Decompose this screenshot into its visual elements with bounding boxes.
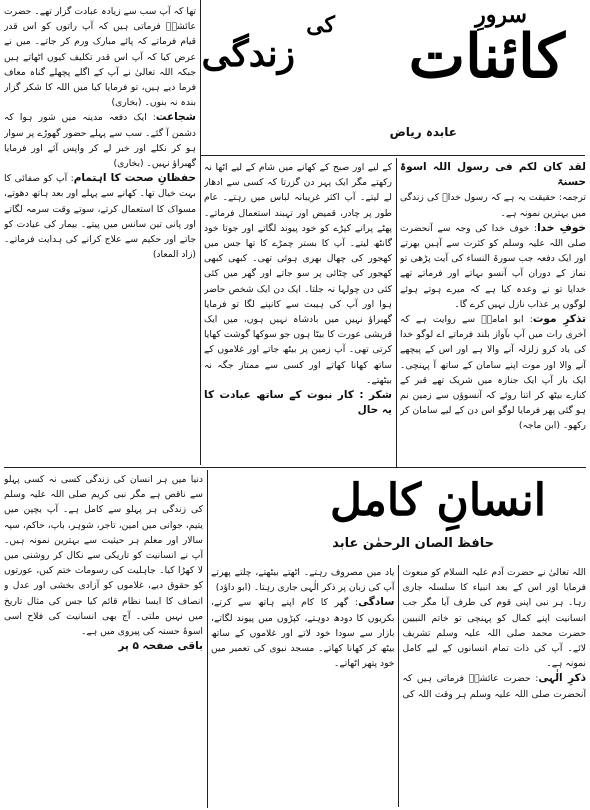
right-column — [400, 160, 586, 466]
middle-col-body: کے لیے اور صبح کے کھانے میں شام کے لیے اٹھا نہ رکھتے مگر ایک پہر دن گزرتا کہ کسی سے ادھار لے لیتے۔ آپ اکثر غریبانہ لباس میں رہتے۔ عام طور پر چادر، قمیض اور تہبند استعمال فرماتے۔ پھٹے پرانے کپڑے کو خود پیوند لگاتے اور جوتا خود گانٹھ لیتے۔ آپ کا بستر چمڑے کا تھا جس میں کھجور کی چھال بھری ہوئی تھی۔ کبھی کبھی کھجور کی چٹائی پر سو جاتے اور گھر میں کئی کئی دن چولہا نہ جلتا۔ ایک دن ایک شخص حاضر ہوا اور آپ کی ہیبت سے کانپنے لگا تو فرمایا گھبراؤ نہیں میں بادشاہ نہیں ہوں، میں ایک قریشی عورت کا بیٹا ہوں جو سوکھا گوشت کھایا کرتی تھی۔ آپ زمین پر بیٹھ جاتے اور غلاموں کے ساتھ کھانا کھاتے اور کسی سے ممتاز جگہ نہ بیٹھتے۔ — [204, 162, 392, 386]
bottom-left-footer: باقی صفحہ ۵ پر — [118, 640, 203, 653]
col-divider-1 — [396, 158, 397, 468]
bottom-author: حافظ الصان الرحمٰن عابد — [332, 536, 494, 551]
headline-word-ki: کی — [306, 12, 335, 38]
bottom-col-divider — [207, 470, 208, 808]
headline-word-kainaat: کائنات — [408, 22, 565, 92]
middle-col-footer: شکر : کار نبوت کے ساتھ عبادت کا یہ حال — [204, 389, 392, 417]
top-headline — [200, 0, 585, 150]
headline-word-sarwar: سرورِ — [475, 2, 527, 28]
section-body-shujaat: : ایک دفعہ مدینہ میں شور ہوا کہ دشمن آ گئے۔ سب سے پہلے حضور گھوڑے پر سوار ہو کر نکلے اور خبر لے کر واپس آئے اور فرمایا گھبراؤ نہیں۔ (بخاری) — [4, 112, 196, 170]
bottom-right-column — [211, 565, 586, 807]
left-col-intro: تھا کہ آپ سب سے زیادہ عبادت گزار تھے۔ حضرت عائشہؓ فرماتی ہیں کہ آپ راتوں کو اس قدر قیام فرماتے کہ پائے مبارک ورم کر جاتے۔ میں نے عرض کیا کہ آپ اس قدر تکلیف کیوں اٹھاتے ہیں جبکہ اللہ تعالیٰ نے آپ کے اگلے پچھلے گناہ معاف فرما دیے ہیں، تو فرمایا کیا میں اللہ کا شکر گزار بندہ نہ بنوں۔ (بخاری) — [4, 6, 196, 109]
section-body-maut: : ابو امامہؓ سے روایت ہے کہ آخری رات میں آپ بآواز بلند فرماتے اے لوگو خدا کی یاد کرو زلزلہ آنے والا ہے اور اس کے پیچھے آنے والا اور موت اپنے سامان کے ساتھ آ پہنچی۔ ایک بار آپ ایک جنازہ میں شریک تھے قبر کے کنارے بیٹھ کر اتنا روئے کہ آنسوؤں سے زمین نم ہو گئی پھر فرمایا لوگو اس دن کے لیے سامان کر رکھو۔ (ابن ماجہ) — [400, 314, 586, 432]
col-divider-2 — [200, 0, 201, 465]
section-title-zikr: ذکرِ الٰہی — [538, 672, 586, 685]
bottom-title: انسانِ کامل — [329, 475, 546, 526]
section-title-khauf: خوفِ خدا — [537, 221, 586, 234]
bottom-headline — [211, 472, 586, 562]
section-title-shujaat: شجاعت — [155, 111, 196, 124]
middle-column — [204, 160, 392, 466]
left-column — [4, 4, 196, 464]
section-title-sehat: حفظانِ صحت کا اہتمام — [73, 172, 196, 185]
section-title-maut: تذکرِ موت — [532, 313, 586, 326]
top-author: عابدہ ریاض — [389, 125, 457, 139]
bottom-left-column — [4, 472, 203, 807]
section-body-sadgi: : گھر کا کام اپنے ہاتھ سے کرتے، بکریوں کا دودھ دوہتے، کپڑوں میں پیوند لگاتے، بازار سے سودا خود لاتے اور غلاموں کے ساتھ بیٹھ کر کھانا کھاتے۔ مسجد نبوی کی تعمیر میں خود پتھر اٹھاتے۔ — [211, 597, 395, 670]
bottom-left-body: دنیا میں ہر انسان کی زندگی کسی نہ کسی پہلو سے ناقص ہے مگر نبی کریم صلی اللہ علیہ وسلم کی زندگی ہر پہلو سے کامل ہے۔ آپ بچپن میں یتیم، جوانی میں امین، تاجر، شوہر، باپ، حاکم، سپہ سالار اور معلم ہر حیثیت سے بہترین نمونہ ہیں۔ آپ نے انسانیت کو تاریکی سے نکال کر روشنی میں لا کھڑا کیا۔ جاہلیت کی رسومات ختم کیں، عورتوں کو حقوق دیے، غلاموں کو آزادی بخشی اور عدل و انصاف کا ایسا نظام قائم کیا جس کی مثال تاریخ میں نہیں ملتی۔ آج بھی انسانیت کی فلاح اسی اسوۂ حسنہ کی پیروی میں ہے۔ — [4, 474, 203, 638]
section-body-khauf: : خوف خدا کی وجہ سے آنحضرت صلی اللہ علیہ وسلم کو کثرت سے آہیں بھرتے اور ایک دفعہ جب سورۃ النساء کی آیت پڑھی تو نماز کے دوران آپ آنسو بہاتے اور فرماتے تھے خدایا تو نے وعدہ کیا ہے کہ میرے ہوتے ہوئے لوگوں پر عذاب نازل نہیں کرے گا۔ — [400, 222, 586, 310]
section-body-zikr: : حضرت عائشہؓ فرماتی ہیں کہ آنحضرت صلی اللہ علیہ وسلم ہر وقت اللہ کی یاد میں مصروف رہتے۔ اٹھتے بیٹھتے، چلتے پھرتے آپ کی زبان پر ذکر الٰہی جاری رہتا۔ (ابو داؤد) — [211, 567, 586, 700]
bottom-right-body: اللہ تعالیٰ نے حضرت آدم علیہ السلام کو مبعوث فرمایا اور اس کے بعد انبیاء کا سلسلہ جاری رہا۔ ہر نبی اپنی قوم کی طرف آیا مگر جب انسانیت اپنے کمال کو پہنچی تو خاتم النبیین حضرت محمد صلی اللہ علیہ وسلم تشریف لائے۔ آپ کی ذات تمام انسانوں کے لیے کامل نمونہ ہے۔ — [402, 567, 586, 670]
headline-word-zindagi: زندگی — [201, 33, 295, 75]
section-body-sehat: : آپ کو صفائی کا بہت خیال تھا۔ کھانے سے پہلے اور بعد ہاتھ دھوتے، مسواک کا استعمال کرتے، سوتے وقت سرمہ لگاتے اور پانی تین سانس میں پیتے۔ بیمار کی عیادت کو جاتے اور حکیم سے علاج کرانے کی ہدایت فرماتے۔ (زاد المعاد) — [4, 173, 196, 261]
right-col-translation: ترجمہ: حقیقت یہ ہے کہ رسول خداؐ کی زندگی میں بہترین نمونہ ہے۔ — [400, 192, 586, 219]
mid-divider — [4, 467, 586, 468]
right-col-heading: لقد کان لکم فی رسول اللہ اسوۃ حسنۃ — [400, 161, 586, 189]
section-title-sadgi: سادگی — [358, 596, 395, 609]
top-divider — [200, 155, 585, 156]
